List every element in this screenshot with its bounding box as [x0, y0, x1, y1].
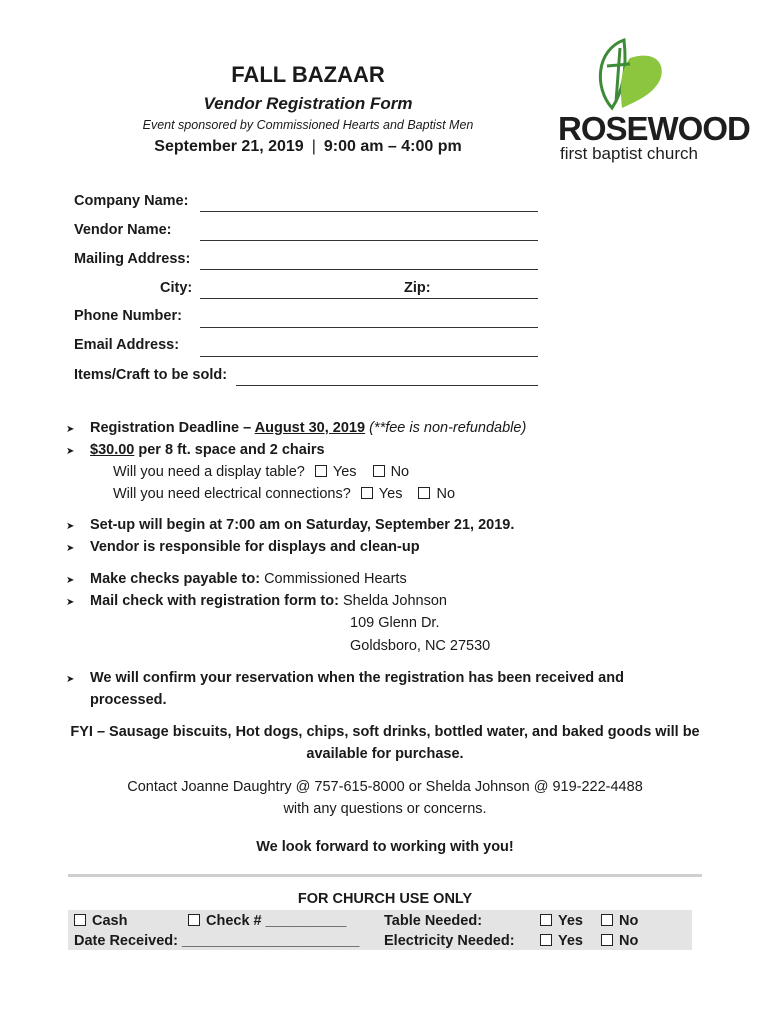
- mailing-address-label: Mailing Address:: [74, 251, 191, 267]
- payable-label: Make checks payable to:: [90, 571, 265, 587]
- table-no-checkbox[interactable]: [373, 465, 385, 477]
- registration-deadline: [90, 420, 526, 436]
- event-date: September 21, 2019: [154, 138, 304, 155]
- setup-time: Set-up will begin at 7:00 am on Saturday, September 21, 2019.: [90, 517, 515, 533]
- table-needed-no-label: No: [619, 913, 639, 929]
- table-needed-options: [540, 913, 638, 929]
- table-question-text: Will you need a display table?: [113, 464, 305, 480]
- display-table-question: [113, 464, 409, 480]
- table-needed-yes-checkbox[interactable]: [540, 914, 552, 926]
- event-date-time: [0, 138, 616, 156]
- mail-city: Goldsboro, NC 27530: [350, 638, 491, 654]
- fyi-line-1: FYI – Sausage biscuits, Hot dogs, chips, soft drinks, bottled water, and baked goods will be: [70, 724, 700, 740]
- bullet-arrow-icon: ➤: [66, 424, 75, 435]
- table-needed-yes-label: Yes: [558, 913, 583, 929]
- bullet-arrow-icon: ➤: [66, 575, 75, 586]
- cash-checkbox[interactable]: [74, 914, 86, 926]
- mail-check-to: [90, 593, 447, 609]
- electric-question-text: Will you need electrical connections?: [113, 486, 351, 502]
- deadline-note: (**fee is non-refundable): [365, 420, 527, 436]
- company-name-field[interactable]: [200, 211, 538, 212]
- sponsor-line: Event sponsored by Commissioned Hearts and Baptist Men: [142, 118, 474, 132]
- electric-no-label: No: [436, 486, 456, 502]
- phone-number-field[interactable]: [200, 327, 538, 328]
- checks-payable: [90, 571, 407, 587]
- mail-street: 109 Glenn Dr.: [350, 615, 440, 631]
- electrical-question: [113, 486, 455, 502]
- check-number-field[interactable]: Check # __________: [206, 913, 347, 929]
- form-title: FALL BAZAAR: [231, 62, 385, 87]
- email-address-label: Email Address:: [74, 337, 180, 353]
- table-yes-checkbox[interactable]: [315, 465, 327, 477]
- phone-number-label: Phone Number:: [74, 308, 182, 324]
- fee-amount: $30.00: [90, 442, 135, 458]
- bullet-arrow-icon: ➤: [66, 446, 75, 457]
- electricity-needed-options: [540, 933, 638, 949]
- table-yes-label: Yes: [332, 464, 357, 480]
- bullet-arrow-icon: ➤: [66, 674, 75, 685]
- items-craft-field[interactable]: [236, 385, 538, 386]
- cash-label: Cash: [92, 913, 128, 929]
- table-no-label: No: [390, 464, 410, 480]
- check-option: [188, 913, 346, 929]
- mail-label: Mail check with registration form to:: [90, 593, 343, 609]
- electric-no-checkbox[interactable]: [418, 487, 430, 499]
- table-needed-label: Table Needed:: [384, 913, 483, 929]
- event-time: 9:00 am – 4:00 pm: [323, 138, 462, 155]
- section-divider: [68, 874, 702, 877]
- leaf-cross-logo-icon: [590, 36, 670, 114]
- closing-message: We look forward to working with you!: [256, 839, 514, 855]
- bullet-arrow-icon: ➤: [66, 521, 75, 532]
- logo-name: ROSEWOOD: [558, 110, 750, 147]
- logo-subtitle: first baptist church: [560, 144, 698, 163]
- fyi-line-2: available for purchase.: [306, 746, 464, 762]
- fee-line: [90, 442, 325, 458]
- electricity-yes-checkbox[interactable]: [540, 934, 552, 946]
- confirmation-line-1: We will confirm your reservation when the registration has been received and: [90, 670, 624, 686]
- table-needed-no-checkbox[interactable]: [601, 914, 613, 926]
- electric-yes-label: Yes: [378, 486, 403, 502]
- deadline-date: August 30, 2019: [254, 420, 366, 436]
- vendor-name-label: Vendor Name:: [74, 222, 172, 238]
- electricity-no-checkbox[interactable]: [601, 934, 613, 946]
- cash-option: [74, 913, 127, 929]
- electricity-yes-label: Yes: [558, 933, 583, 949]
- bullet-arrow-icon: ➤: [66, 543, 75, 554]
- city-label: City:: [160, 280, 193, 296]
- date-separator: |: [311, 138, 316, 155]
- contact-line-2: with any questions or concerns.: [283, 801, 487, 817]
- email-address-field[interactable]: [200, 356, 538, 357]
- vendor-responsibility: Vendor is responsible for displays and clean-up: [90, 539, 420, 555]
- mail-name: Shelda Johnson: [342, 593, 447, 609]
- items-craft-label: Items/Craft to be sold:: [74, 367, 228, 383]
- church-use-title: FOR CHURCH USE ONLY: [297, 891, 473, 907]
- vendor-name-field[interactable]: [200, 240, 538, 241]
- form-subtitle: Vendor Registration Form: [203, 94, 413, 113]
- contact-line-1: Contact Joanne Daughtry @ 757-615-8000 or Shelda Johnson @ 919-222-4488: [127, 779, 643, 795]
- electric-yes-checkbox[interactable]: [361, 487, 373, 499]
- city-field[interactable]: [200, 298, 538, 299]
- mailing-address-field[interactable]: [200, 269, 538, 270]
- fee-description: per 8 ft. space and 2 chairs: [134, 442, 325, 458]
- payable-value: Commissioned Hearts: [264, 571, 407, 587]
- date-received-field[interactable]: Date Received: ______________________: [74, 933, 360, 949]
- bullet-arrow-icon: ➤: [66, 597, 75, 608]
- company-name-label: Company Name:: [74, 193, 189, 209]
- confirmation-line-2: processed.: [90, 692, 167, 708]
- electricity-needed-label: Electricity Needed:: [384, 933, 515, 949]
- check-checkbox[interactable]: [188, 914, 200, 926]
- deadline-prefix: Registration Deadline –: [90, 420, 255, 436]
- zip-label: Zip:: [404, 280, 431, 296]
- electricity-no-label: No: [619, 933, 639, 949]
